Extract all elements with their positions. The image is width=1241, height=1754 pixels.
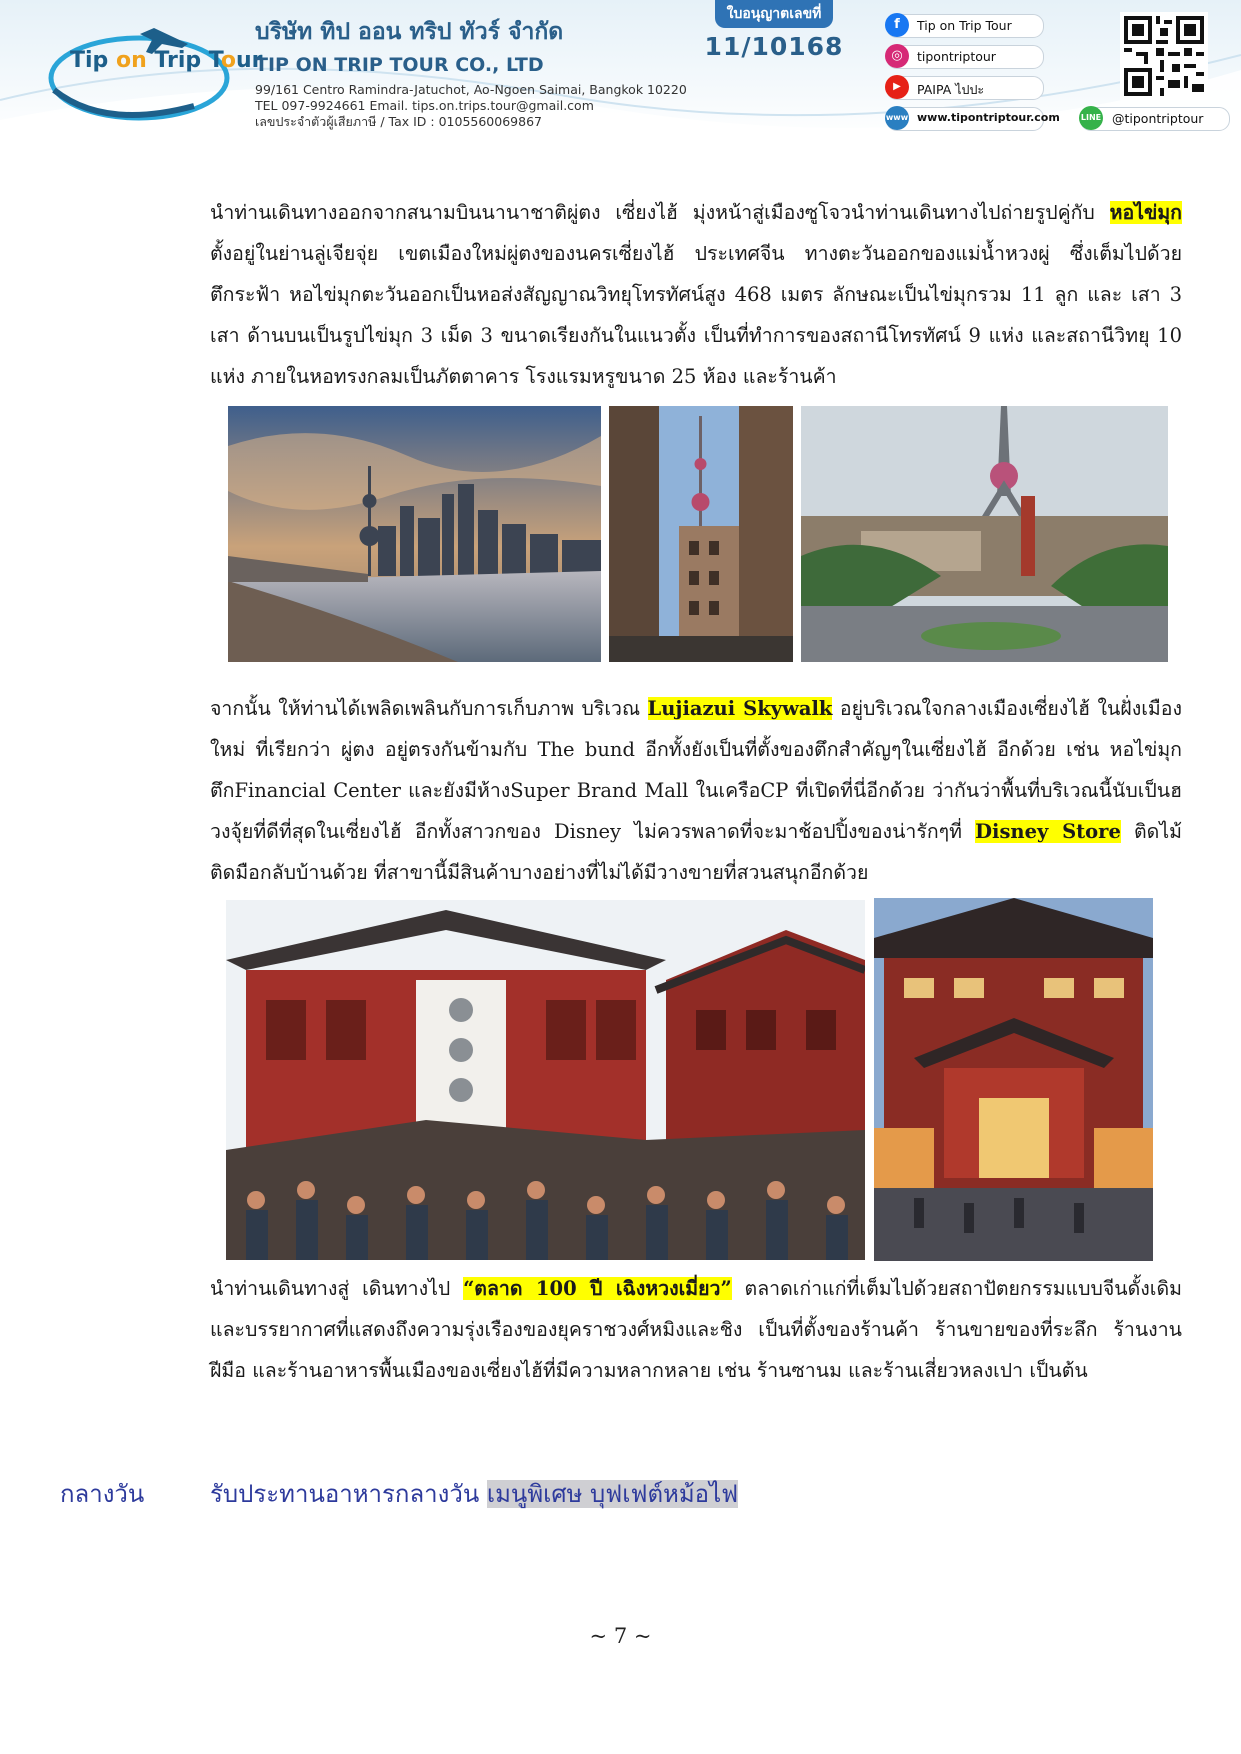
company-name-english: TIP ON TRIP TOUR CO., LTD: [255, 54, 544, 76]
social-website[interactable]: www www.tipontriptour.com: [886, 107, 1044, 131]
line-icon: LINE: [1079, 106, 1103, 130]
social-line[interactable]: LINE @tipontriptour: [1080, 107, 1230, 131]
paragraph-oriental-pearl-tower: นำท่านเดินทางออกจากสนามบินนานาชาติผู่ตง เซี่ยงไฮ้ มุ่งหน้าสู่เมืองซูโจวนำท่านเดินทางไปถ่ายรูปคู่กับ หอไข่มุก ตั้งอยู่ในย่านลู่เจียจุ่ย เขตเมืองใหม่ผู่ตงของนครเซี่ยงไฮ้ ประเทศจีน ทางตะวันออกของแม่น้ำหวงผู่ ซึ่งเต็มไปด้วยตึกระฟ้า หอไข่มุกตะวันออกเป็นหอส่งสัญญาณวิทยุโทรทัศน์สูง 468 เมตร ลักษณะเป็นไข่มุกรวม 11 ลูก และ เสา 3 เสา ด้านบนเป็นรูปไข่มุก 3 เม็ด 3 ขนาดเรียงกันในแนวตั้ง เป็นที่ทำการของสถานีโทรทัศน์ 9 แห่ง และสถานีวิทยุ 10 แห่ง ภายในหอทรงกลมเป็นภัตตาคาร โรงแรมหรูขนาด 25 ห้อง และร้านค้า: [210, 201, 1182, 388]
license-label: ใบอนุญาตเลขที่: [715, 0, 834, 28]
photo-shanghai-skyline: [228, 406, 601, 662]
highlight-disney-store: Disney Store: [975, 820, 1121, 843]
logo-wordmark: Tip on Trip Tour: [70, 48, 263, 73]
highlight-lujiazui-skywalk: Lujiazui Skywalk: [647, 697, 833, 720]
license-block: [690, 0, 858, 72]
facebook-icon: f: [885, 13, 909, 37]
social-links: [885, 14, 1060, 138]
company-address: 99/161 Centro Ramindra-Jatuchot, Ao-Ngoen Saimai, Bangkok 10220: [255, 82, 687, 97]
highlight-pearl-tower: หอไข่มุก: [1109, 201, 1182, 224]
meal-time-label: กลางวัน: [60, 1480, 145, 1508]
photo-pearl-tower-street: [609, 406, 793, 662]
page-number: ~ 7 ~: [589, 1624, 652, 1648]
meal-description: รับประทานอาหารกลางวัน เมนูพิเศษ บุฟเฟต์หม้อไฟ: [210, 1480, 739, 1508]
license-number: 11/10168: [704, 32, 844, 61]
photo-yuyuan-night-gate: [874, 898, 1153, 1261]
social-youtube[interactable]: ▶ PAIPA ไปปะ: [886, 76, 1044, 100]
company-name-thai: บริษัท ทิป ออน ทริป ทัวร์ จำกัด: [255, 19, 564, 45]
website-icon: www: [885, 106, 909, 130]
company-tax-id: เลขประจำตัวผู้เสียภาษี / Tax ID : 0105560069867: [255, 114, 542, 129]
qr-code: [1120, 12, 1208, 100]
photo-yuyuan-temple-buildings: [226, 900, 865, 1260]
highlight-chenghuangmiao: “ตลาด 100 ปี เฉิงหวงเมี่ยว”: [463, 1277, 732, 1300]
youtube-icon: ▶: [885, 75, 909, 99]
meal-menu-highlight: เมนูพิเศษ บุฟเฟต์หม้อไฟ: [486, 1480, 739, 1508]
social-facebook[interactable]: f Tip on Trip Tour: [886, 14, 1044, 38]
paragraph-lujiazui-skywalk: จากนั้น ให้ท่านได้เพลิดเพลินกับการเก็บภาพ บริเวณ Lujiazui Skywalk อยู่บริเวณใจกลางเมืองเซี่ยงไฮ้ ในฝั่งเมืองใหม่ ที่เรียกว่า ผู่ตง อยู่ตรงกันข้ามกับ The bund อีกทั้งยังเป็นที่ตั้งของตึกสำคัญๆในเซี่ยงไฮ้ อีกด้วย เช่น หอไข่มุก ตึกFinancial Center และยังมีห้างSuper Brand Mall ในเครือCP ที่เปิดที่นี่อีกด้วย ว่ากันว่าพื้นที่บริเวณนี้นับเป็นฮวงจุ้ยที่ดีที่สุดในเซี่ยงไฮ้ อีกทั้งสาวกของ Disney ไม่ควรพลาดที่จะมาช้อปปิ้งของน่ารักๆที่ Disney Store ติดไม้ติดมือกลับบ้านด้วย ที่สาขานี้มีสินค้าบางอย่างที่ไม่ได้มีวางขายที่สวนสนุกอีกด้วย: [210, 697, 1183, 884]
company-contact: TEL 097-9924661 Email. tips.on.trips.tour@gmail.com: [255, 98, 594, 113]
instagram-icon: ◎: [885, 44, 909, 68]
paragraph-chenghuangmiao-market: นำท่านเดินทางสู่ เดินทางไป “ตลาด 100 ปี เฉิงหวงเมี่ยว” ตลาดเก่าแก่ที่เต็มไปด้วยสถาปัตยกรรมแบบจีนดั้งเดิม และบรรยากาศที่แสดงถึงความรุ่งเรืองของยุคราชวงศ์หมิงและชิง เป็นที่ตั้งของร้านค้า ร้านขายของที่ระลึก ร้านงานฝีมือ และร้านอาหารพื้นเมืองของเซี่ยงไฮ้ที่มีความหลากหลาย เช่น ร้านซานม และร้านเสี่ยวหลงเปา เป็นต้น: [210, 1277, 1182, 1382]
qr-code-icon: [1120, 12, 1208, 100]
photo-disney-store-plaza: [801, 406, 1168, 662]
page-header: [0, 0, 1241, 140]
social-instagram[interactable]: ◎ tipontriptour: [886, 45, 1044, 69]
company-info: [255, 14, 687, 130]
